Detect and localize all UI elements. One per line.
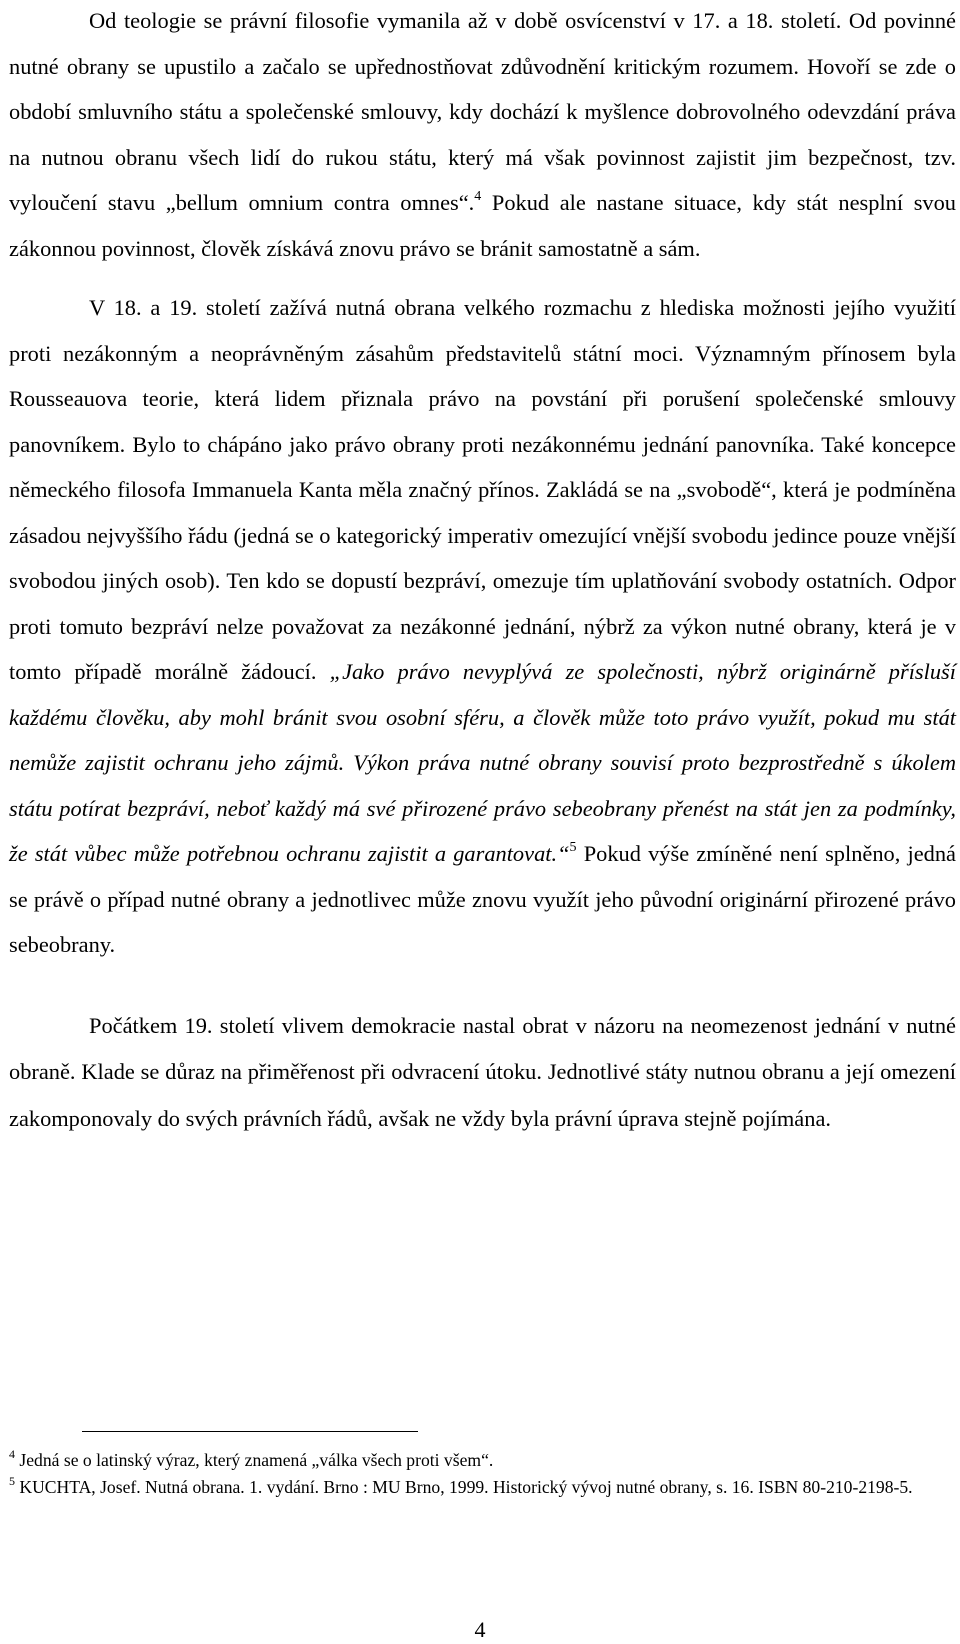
- paragraph-1-text-b: Pokud ale nastane situace, kdy stát nesplní svou zákonnou povinnost, člověk získává znovu právo se bránit samostatně a sám.: [9, 190, 957, 261]
- paragraph-2-text-a: V 18. a 19. století zažívá nutná obrana velkého rozmachu z hlediska možnosti jejího využití proti nezákonným a neoprávněným zásahům představitelů státní moci. Významným přínosem byla Rousseauova teorie, která lidem přiznala právo na povstání při porušení společenské smlouvy panovníkem. Bylo to chápáno jako právo obrany proti nezákonnému jednání panovníka. Také koncepce německého filosofa Immanuela Kanta měla značný přínos. Zakládá se na „svobodě“, která je podmíněna zásadou nejvyššího řádu (jedná se o kategorický imperativ omezující vnější svobodu jedince pouze vnější svobodou jiných osob). Ten kdo se dopustí bezpráví, omezuje tím uplatňování svobody ostatních. Odpor proti tomuto bezpráví nelze považovat za nezákonné jednání, nýbrž za výkon nutné obrany, která je v tomto případě morálně žádoucí.: [9, 295, 956, 684]
- paragraph-3-text: Počátkem 19. století vlivem demokracie nastal obrat v názoru na neomezenost jednání v nutné obraně. Klade se důraz na přiměřenost při odvracení útoku. Jednotlivé státy nutnou obranu a její omezení zakomponovaly do svých právních řádů, avšak ne vždy byla právní úprava stejně pojímána.: [9, 1012, 956, 1131]
- footnote-number: 5: [9, 1474, 15, 1489]
- paragraph-3: [9, 1003, 956, 1143]
- footnote-ref-4: 4: [474, 188, 482, 204]
- footnote-5: [9, 1474, 956, 1501]
- document-body: [9, 0, 956, 1142]
- kant-quote: „Jako právo nevyplývá ze společnosti, nýbrž originárně přísluší každému člověku, aby mohl bránit svou osobní sféru, a člověk může toto právo využít, pokud mu stát nemůže zajistit ochranu jeho zájmů. Výkon práva nutné obrany souvisí proto bezprostředně s úkolem státu potírat bezpráví, neboť každý má své přirozené právo sebeobrany přenést na stát jen za podmínky, že stát vůbec může potřebnou ochranu zajistit a garantovat.“: [9, 659, 956, 866]
- page-number: 4: [474, 1617, 486, 1642]
- footnote-separator: [82, 1431, 418, 1432]
- footnote-4: [9, 1447, 956, 1474]
- footnote-text: Jedná se o latinský výraz, který znamená „válka všech proti všem“.: [15, 1450, 494, 1470]
- footnote-number: 4: [9, 1447, 15, 1462]
- paragraph-1: [9, 0, 956, 271]
- paragraph-1-text-a: Od teologie se právní filosofie vymanila až v době osvícenství v 17. a 18. století. Od povinné nutné obrany se upustilo a začalo se upřednostňovat zdůvodnění kritickým rozumem. Hovoří se zde o období smluvního státu a společenské smlouvy, kdy dochází k myšlence dobrovolného odevzdání práva na nutnou obranu všech lidí do rukou státu, který má však povinnost zajistit jim bezpečnost, tzv. vyloučení stavu „bellum omnium contra omnes“.: [9, 8, 956, 215]
- footnote-text: KUCHTA, Josef. Nutná obrana. 1. vydání. Brno : MU Brno, 1999. Historický vývoj nutné obrany, s. 16. ISBN 80-210-2198-5.: [15, 1477, 913, 1497]
- footnotes: [9, 1447, 956, 1501]
- paragraph-2: [9, 285, 956, 968]
- paragraph-2-text-b: Pokud výše zmíněné není splněno, jedná se právě o případ nutné obrany a jednotlivec může znovu využít jeho původní originární přirozené právo sebeobrany.: [9, 841, 956, 957]
- footnote-ref-5: 5: [569, 839, 577, 855]
